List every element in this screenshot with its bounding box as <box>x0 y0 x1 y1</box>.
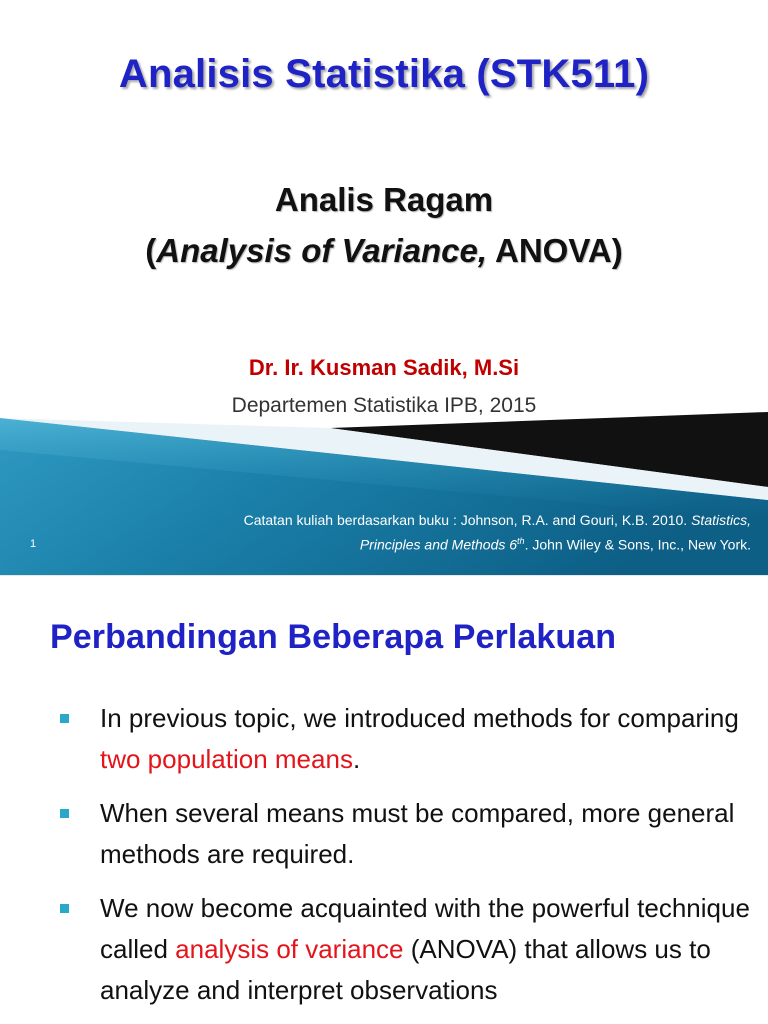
square-bullet-icon <box>60 904 69 913</box>
slide-2 <box>0 576 768 1024</box>
slide-subtitle-line-1: Analis Ragam <box>274 181 494 218</box>
slide-number: 1 <box>30 538 37 550</box>
square-bullet-icon <box>60 714 69 723</box>
bullet-text: (ANOVA) that allows us to analyze and interpret observations <box>100 934 711 1005</box>
highlight-text: two population means <box>100 744 353 774</box>
bullet-text: In previous topic, we introduced methods for comparing <box>100 703 739 733</box>
citation-publisher: . John Wiley & Sons, Inc., New York. <box>524 536 751 553</box>
bullet-text: We now become acquainted with the powerful technique called <box>100 893 750 964</box>
author-name: Dr. Ir. Kusman Sadik, M.Si <box>248 355 520 380</box>
bullet-item <box>60 888 750 1011</box>
subtitle-paren: ( <box>145 232 157 269</box>
slide-title: Perbandingan Beberapa Perlakuan <box>50 618 617 656</box>
square-bullet-icon <box>60 809 69 818</box>
bullet-item <box>60 698 750 780</box>
citation-text: Catatan kuliah berdasarkan buku : Johnson, R.A. and Gouri, K.B. 2010. <box>243 512 692 528</box>
citation-book-title-cont: Principles and Methods 6 <box>359 536 518 553</box>
slide-title: Analisis Statistika (STK511) <box>118 52 650 96</box>
book-citation <box>111 510 751 556</box>
citation-book-title: Statistics, <box>691 512 751 528</box>
bullet-list <box>60 698 750 1024</box>
bullet-item <box>60 793 750 875</box>
subtitle-rest: ANOVA) <box>487 232 623 269</box>
subtitle-italic: Analysis of Variance, <box>156 232 488 269</box>
citation-sup: th <box>517 536 525 546</box>
bullet-text: . <box>352 744 361 774</box>
bullet-text: When several means must be compared, more general methods are required. <box>100 798 735 869</box>
highlight-text: analysis of variance <box>175 934 404 964</box>
department: Departemen Statistika IPB, 2015 <box>231 394 537 417</box>
